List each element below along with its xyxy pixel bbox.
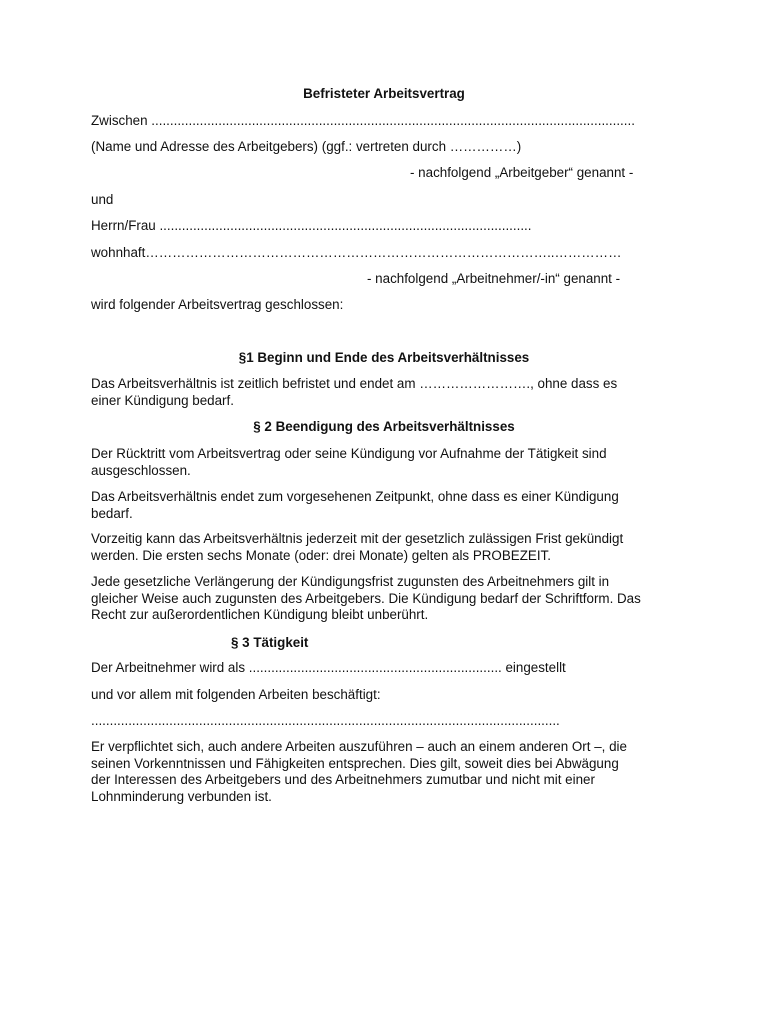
section3-paragraph-other-tasks <box>91 739 681 805</box>
tasks-intro-line: und vor allem mit folgenden Arbeiten beschäftigt: <box>91 687 381 702</box>
employee-name-line: Herrn/Frau .................................................................................................... <box>91 218 532 233</box>
paragraph-line: Er verpflichtet sich, auch andere Arbeiten auszuführen – auch an einem anderen Ort –, die <box>91 739 627 754</box>
section2-paragraph-2 <box>91 489 681 522</box>
paragraph-line: Lohnminderung verbunden ist. <box>91 788 272 804</box>
paragraph-line: Jede gesetzliche Verlängerung der Kündigungsfrist zugunsten des Arbeitnehmers gilt in <box>91 574 610 589</box>
employed-as-line: Der Arbeitnehmer wird als .................................................................... eingestellt <box>91 660 566 675</box>
section1-heading: §1 Beginn und Ende des Arbeitsverhältnisses <box>238 350 530 365</box>
employee-alias: - nachfolgend „Arbeitnehmer/-in“ genannt - <box>367 271 621 286</box>
contract-closing-line: wird folgender Arbeitsvertrag geschlossen: <box>91 297 344 312</box>
section3-heading: § 3 Tätigkeit <box>231 635 309 650</box>
paragraph-line: Vorzeitig kann das Arbeitsverhältnis jederzeit mit der gesetzlich zulässigen Frist gekündigt <box>91 531 624 546</box>
between-line: Zwischen .................................................................................................................................. <box>91 113 635 128</box>
paragraph-line: Recht zur außerordentlichen Kündigung bleibt unberührt. <box>91 607 429 622</box>
employee-residence-line: wohnhaft………………………………………………………………………………..…………… <box>91 245 622 260</box>
and-text: und <box>91 192 114 207</box>
paragraph-line: seinen Vorkenntnissen und Fähigkeiten entsprechen. Dies gilt, soweit dies bei Abwägung <box>91 755 619 771</box>
section2-paragraph-1 <box>91 446 681 479</box>
section1-paragraph <box>91 376 681 409</box>
section2-heading: § 2 Beendigung des Arbeitsverhältnisses <box>253 419 515 434</box>
employer-info-line: (Name und Adresse des Arbeitgebers) (ggf.: vertreten durch ……………) <box>91 139 522 154</box>
paragraph-line: werden. Die ersten sechs Monate (oder: drei Monate) gelten als PROBEZEIT. <box>91 547 551 563</box>
paragraph-line: der Interessen des Arbeitgebers und des Arbeitnehmers zumutbar und nicht mit einer <box>91 772 595 787</box>
paragraph-line: Der Rücktritt vom Arbeitsvertrag oder seine Kündigung vor Aufnahme der Tätigkeit sind <box>91 446 607 461</box>
section2-paragraph-3 <box>91 531 681 564</box>
paragraph-line: Das Arbeitsverhältnis ist zeitlich befristet und endet am ……………………., ohne dass es <box>91 376 618 391</box>
paragraph-line: einer Kündigung bedarf. <box>91 392 234 408</box>
paragraph-line: ausgeschlossen. <box>91 462 191 478</box>
section2-paragraph-4 <box>91 574 681 624</box>
employer-alias: - nachfolgend „Arbeitgeber“ genannt - <box>410 165 634 180</box>
paragraph-line: gleicher Weise auch zugunsten des Arbeitgebers. Die Kündigung bedarf der Schriftform. Das <box>91 590 641 606</box>
paragraph-line: bedarf. <box>91 505 133 521</box>
tasks-blank-line: .............................................................................................................................. <box>91 713 560 728</box>
document-title: Befristeter Arbeitsvertrag <box>303 86 465 101</box>
paragraph-line: Das Arbeitsverhältnis endet zum vorgesehenen Zeitpunkt, ohne dass es einer Kündigung <box>91 489 619 504</box>
